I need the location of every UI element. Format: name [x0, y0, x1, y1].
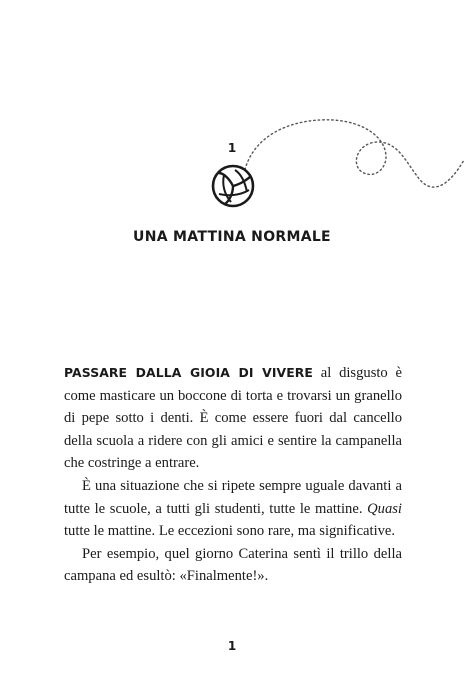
paragraph-1-text: al disgusto è come masticare un boccone di torta e trovarsi un granello di pepe sotto i denti. È come essere fuori dal cancello della scuola a ridere con gli amici e sentire la campanella che costringe a entrare. — [64, 365, 402, 472]
chapter-number: 1 — [227, 141, 237, 155]
paragraph-3-text: Per esempio, quel giorno Caterina sentì il trillo della campana ed esultò: «Finalmente!». — [64, 545, 402, 585]
paragraph-3 — [64, 543, 402, 588]
page-number: 1 — [227, 639, 237, 653]
lead-in-text: PASSARE DALLA GIOIA DI VIVERE — [64, 365, 313, 380]
paragraph-2-text-b: tutte le mattine. Le eccezioni sono rare, ma significative. — [64, 523, 396, 540]
paragraph-2-text-a: È una situazione che si ripete sempre uguale davanti a tutte le scuole, a tutti gli studenti, tutte le mattine. — [64, 477, 402, 517]
paragraph-2 — [64, 475, 402, 543]
paragraph-1 — [64, 362, 402, 475]
chapter-title: UNA MATTINA NORMALE — [133, 229, 331, 245]
paragraph-2-emphasis: Quasi — [367, 500, 402, 517]
dotted-swirl-decoration — [240, 112, 464, 202]
chapter-body — [64, 362, 402, 588]
volleyball-icon — [211, 164, 255, 208]
